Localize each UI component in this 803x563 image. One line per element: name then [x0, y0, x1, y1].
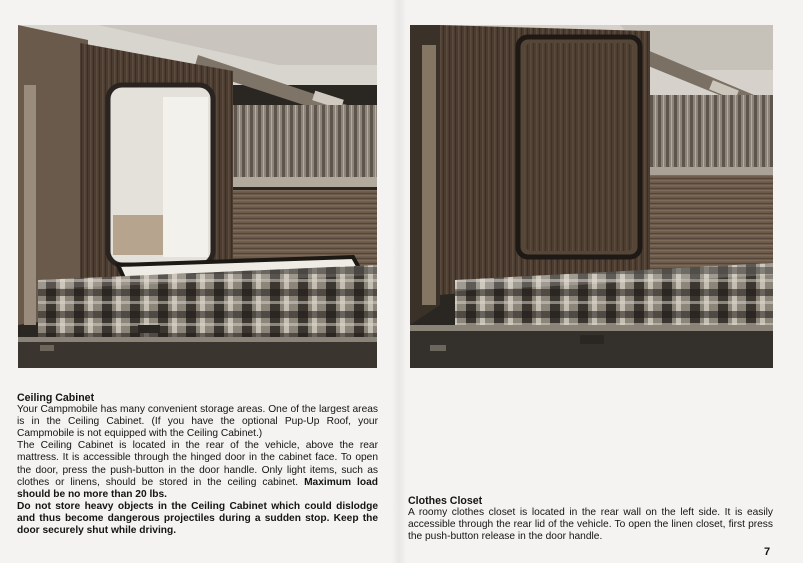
- ceiling-cabinet-section: [17, 392, 378, 537]
- clothes-closet-illustration: [410, 25, 773, 368]
- maximum-load-warning: Maximum load should be no more than 20 lbs.: [17, 476, 378, 500]
- ceiling-cabinet-location-text: The Ceiling Cabinet is located in the rear of the vehicle, above the rear mattress. It is accessible through the hinged door in the cabinet face. To open the door, press the push-button in the door handle. Only light items, such as clothes or linens, should be stored in the ceiling cabinet.: [17, 440, 378, 488]
- page-number: 7: [764, 546, 771, 558]
- clothes-closet-heading: Clothes Closet: [408, 495, 483, 507]
- clothes-closet-description: A roomy clothes closet is located in the rear wall on the left side. It is easily accessible through the rear lid of the vehicle. To open the linen closet, first press the push-button release in the door handle.: [408, 507, 773, 543]
- ceiling-cabinet-illustration: [18, 25, 377, 368]
- ceiling-cabinet-photo: [18, 25, 377, 368]
- ceiling-cabinet-description: [17, 440, 378, 500]
- ceiling-cabinet-intro: Your Campmobile has many convenient storage areas. One of the largest areas is in the Ceiling Cabinet. (If you have the optional Pup-Up Roof, your Campmobile is not equipped with the Ceiling Cabinet.): [17, 404, 378, 440]
- clothes-closet-section: [408, 495, 773, 543]
- page-gutter: [392, 0, 406, 563]
- clothes-closet-photo: [410, 25, 773, 368]
- heavy-objects-warning: Do not store heavy objects in the Ceiling Cabinet which could dislodge and thus become dangerous projectiles during a sudden stop. Keep the door securely shut while driving.: [17, 500, 378, 537]
- ceiling-cabinet-heading: Ceiling Cabinet: [17, 392, 95, 404]
